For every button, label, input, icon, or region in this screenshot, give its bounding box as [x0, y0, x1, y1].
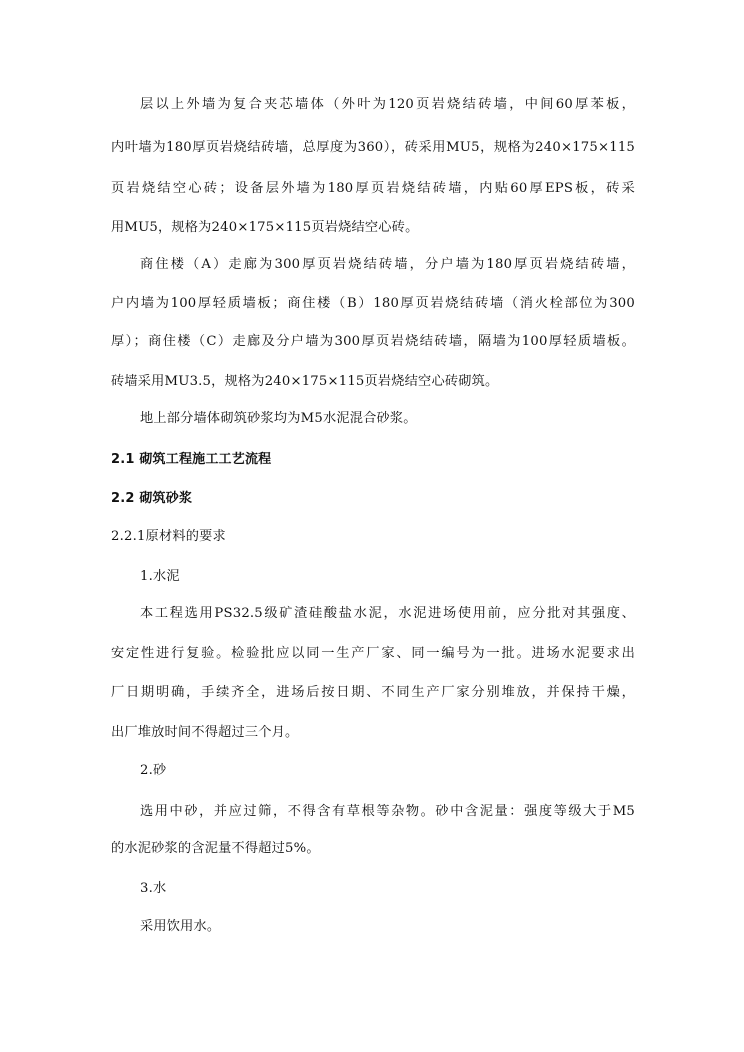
paragraph-2-line-3: 厚）；商住楼（C）走廊及分户墙为300厚页岩烧结砖墙，隔墙为100厚轻质墙板。 — [111, 334, 635, 349]
item-2-title: 2.砂 — [140, 763, 167, 778]
paragraph-5-line-1: 选用中砂，并应过筛，不得含有草根等杂物。砂中含泥量：强度等级大于M5 — [140, 804, 635, 819]
paragraph-2-line-4: 砖墙采用MU3.5，规格为240×175×115页岩烧结空心砖砌筑。 — [111, 374, 499, 389]
paragraph-6: 采用饮用水。 — [140, 919, 221, 934]
paragraph-2-line-2: 户内墙为100厚轻质墙板；商住楼（B）180厚页岩烧结砖墙（消火栓部位为300 — [111, 296, 635, 311]
paragraph-1-line-2: 内叶墙为180厚页岩烧结砖墙，总厚度为360），砖采用MU5，规格为240×175×115 — [111, 140, 635, 155]
heading-2-1: 2.1 砌筑工程施工工艺流程 — [111, 452, 272, 467]
paragraph-3: 地上部分墙体砌筑砂浆均为M5水泥混合砂浆。 — [140, 411, 417, 426]
paragraph-5-line-2: 的水泥砂浆的含泥量不得超过5%。 — [111, 841, 320, 856]
paragraph-4-line-1: 本工程选用PS32.5级矿渣硅酸盐水泥，水泥进场使用前，应分批对其强度、 — [140, 606, 635, 621]
paragraph-4-line-3: 厂日期明确，手续齐全，进场后按日期、不同生产厂家分别堆放，并保持干燥， — [111, 685, 635, 700]
heading-2-2: 2.2 砌筑砂浆 — [111, 491, 193, 506]
paragraph-1-line-4: 用MU5，规格为240×175×115页岩烧结空心砖。 — [111, 220, 419, 235]
item-1-title: 1.水泥 — [140, 569, 180, 584]
paragraph-1-line-3: 页岩烧结空心砖；设备层外墙为180厚页岩烧结砖墙，内贴60厚EPS板，砖采 — [111, 181, 635, 196]
paragraph-4-line-2: 安定性进行复验。检验批应以同一生产厂家、同一编号为一批。进场水泥要求出 — [111, 646, 635, 661]
paragraph-2-line-1: 商住楼（A）走廊为300厚页岩烧结砖墙，分户墙为180厚页岩烧结砖墙， — [140, 257, 635, 272]
heading-2-2-1: 2.2.1原材料的要求 — [111, 529, 226, 544]
paragraph-4-line-4: 出厂堆放时间不得超过三个月。 — [111, 725, 299, 740]
item-3-title: 3.水 — [140, 881, 167, 896]
paragraph-1-line-1: 层以上外墙为复合夹芯墙体（外叶为120页岩烧结砖墙，中间60厚苯板， — [140, 97, 635, 112]
